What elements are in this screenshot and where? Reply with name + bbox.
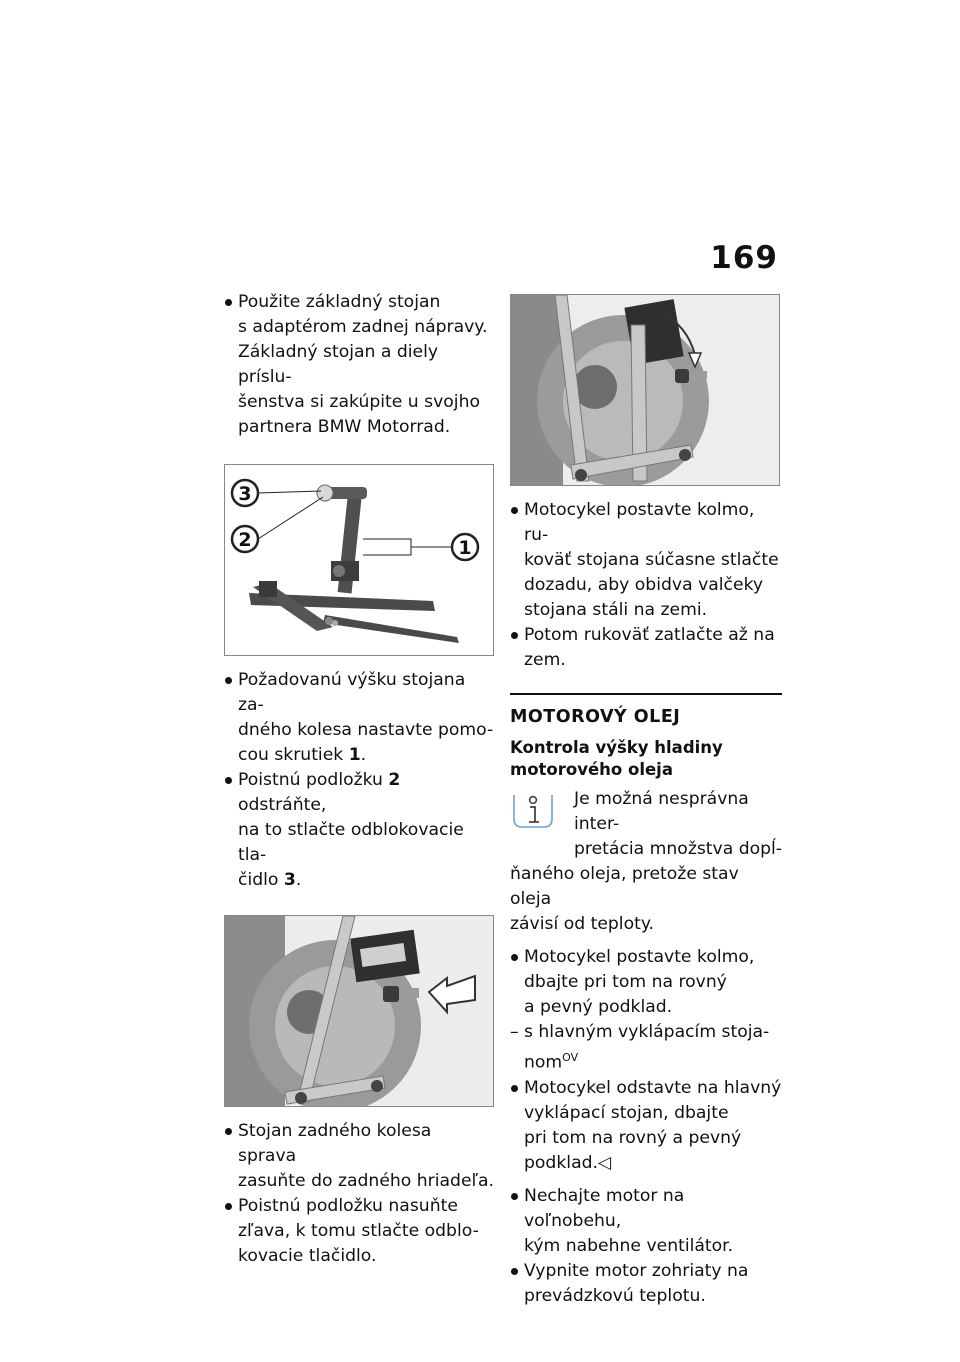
text-line: zasuňte do zadného hriadeľa. xyxy=(238,1171,494,1191)
callout-2 xyxy=(232,526,258,552)
optional-equipment-mark: OV xyxy=(562,1051,579,1064)
text-line: na to stlačte odblokovacie tla- xyxy=(238,820,464,865)
text-line: Vypnite motor zohriaty na xyxy=(524,1260,749,1281)
ref-3: 3 xyxy=(283,870,296,890)
text-line: partnera BMW Motorrad. xyxy=(238,417,451,437)
text-line: – s hlavným vyklápacím stoja- xyxy=(524,1022,770,1042)
title-line: motorového oleja xyxy=(510,760,673,779)
step-slide-washer xyxy=(224,1194,494,1269)
text-line: Požadovanú výšku stojana za- xyxy=(238,670,466,715)
text-line: zem. xyxy=(524,650,566,670)
text-line: šenstva si zakúpite u svojho xyxy=(238,392,480,412)
step-upright xyxy=(510,498,782,623)
text-line: stojana stáli na zemi. xyxy=(524,600,708,620)
text-line: dného kolesa nastavte pomo- xyxy=(238,720,494,740)
text-span: nom xyxy=(524,1052,563,1073)
callout-3 xyxy=(232,480,258,506)
section-rule xyxy=(510,693,782,695)
text-line xyxy=(524,1045,782,1076)
text-line: pri tom na rovný a pevný xyxy=(524,1127,742,1148)
text-line: kovacie tlačidlo. xyxy=(238,1246,377,1266)
callout-1-label: 1 xyxy=(458,537,472,559)
text-line: dbajte pri tom na rovný xyxy=(524,972,727,992)
text-line: Základný stojan a diely príslu- xyxy=(238,342,439,387)
callout-1 xyxy=(452,534,478,560)
step-remove-washer xyxy=(224,768,494,893)
text-span: podklad. xyxy=(524,1152,598,1173)
title-line: Kontrola výšky hladiny xyxy=(510,738,723,757)
text-line: Nechajte motor na voľnobehu, xyxy=(524,1185,685,1231)
text-line xyxy=(238,743,494,768)
text-line: prevádzkovú teplotu. xyxy=(524,1285,706,1306)
text-span: odstráňte, xyxy=(238,795,327,815)
callout-3-label: 3 xyxy=(238,483,252,505)
step-set-height xyxy=(224,668,494,768)
left-column xyxy=(224,290,494,1269)
text-line: s adaptérom zadnej nápravy. xyxy=(238,317,488,337)
text-line: Použite základný stojan xyxy=(238,292,441,312)
text-line: vyklápací stojan, dbajte xyxy=(524,1102,729,1123)
text-span: cou skrutiek xyxy=(238,745,349,765)
text-line: pretácia množstva dopĺ- xyxy=(574,839,783,859)
figure-stand-mounted xyxy=(510,294,780,486)
text-line: zľava, k tomu stlačte odblo- xyxy=(238,1221,479,1241)
text-line: závisí od teploty. xyxy=(510,914,655,934)
text-line: a pevný podklad. xyxy=(524,997,673,1017)
ref-2: 2 xyxy=(388,770,401,790)
page-number: 169 xyxy=(710,240,778,276)
section-title: MOTOROVÝ OLEJ xyxy=(510,707,681,727)
text-span: Poistnú podložku xyxy=(238,770,389,790)
text-line: Poistnú podložku nasuňte xyxy=(238,1196,458,1216)
step-use-stand xyxy=(224,290,494,440)
text-line: Motocykel postavte kolmo, ru- xyxy=(524,500,755,545)
step-turn-off xyxy=(510,1259,782,1309)
text-line: ňaného oleja, pretože stav oleja xyxy=(510,864,739,909)
step-main-stand xyxy=(510,1076,782,1176)
text-span: . xyxy=(360,745,367,765)
text-line: dozadu, aby obidva valčeky xyxy=(524,575,764,595)
figure-insert-stand xyxy=(224,915,494,1107)
subsection-title xyxy=(510,737,782,781)
end-mark-icon: ◁ xyxy=(597,1152,612,1173)
step-press-handle xyxy=(510,623,782,673)
text-line: Je možná nesprávna inter- xyxy=(574,789,749,834)
info-note xyxy=(510,787,782,937)
text-line: Stojan zadného kolesa sprava xyxy=(238,1121,432,1166)
info-icon xyxy=(510,791,556,839)
text-span: . xyxy=(295,870,302,890)
text-line: Potom rukoväť zatlačte až na xyxy=(524,625,775,645)
step-stand-upright xyxy=(510,945,782,1020)
right-column xyxy=(510,290,782,1309)
text-line: koväť stojana súčasne stlačte xyxy=(524,550,779,570)
figure-stand xyxy=(224,464,494,656)
ref-1: 1 xyxy=(348,745,361,765)
text-span: čidlo xyxy=(238,870,284,890)
text-line xyxy=(524,1151,782,1176)
text-line: kým nabehne ventilátor. xyxy=(524,1235,734,1256)
text-line: Motocykel odstavte na hlavný xyxy=(524,1077,782,1098)
text-line xyxy=(238,868,494,893)
callout-2-label: 2 xyxy=(238,529,252,551)
text-line: Motocykel postavte kolmo, xyxy=(524,947,755,967)
step-idle xyxy=(510,1184,782,1259)
step-slide-stand xyxy=(224,1119,494,1194)
option-main-stand xyxy=(510,1020,782,1076)
text-line xyxy=(238,768,494,818)
